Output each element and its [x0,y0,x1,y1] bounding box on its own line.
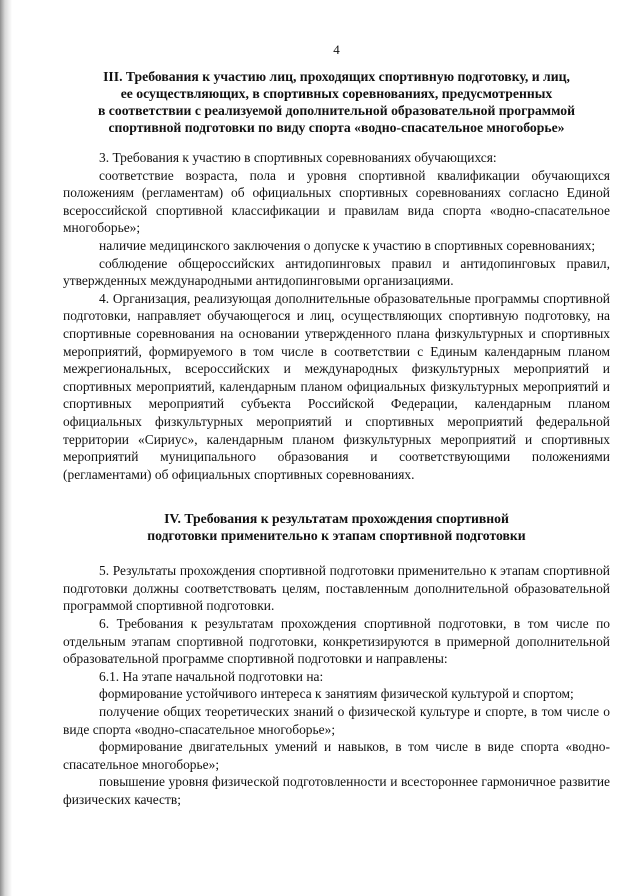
section-3-paragraph-4: 4. Организация, реализующая дополнительные образовательные программы спортивной подготовки, направляет обучающегося и лиц, осуществляющих спортивную подготовку, на спортивные соревнования на основании утвержденного плана физкультурных и спортивных мероприятий, формируемого в том числе в соответствии с Единым календарным планом межрегиональных, всероссийских и международных физкультурных мероприятий и спортивных мероприятий, календарным планом официальных физкультурных мероприятий и спортивных мероприятий субъекта Российской Федерации, календарным планом официальных физкультурных мероприятий и спортивных мероприятий федеральной территории «Сириус», календарным планом физкультурных мероприятий и спортивных мероприятий муниципального образования и соответствующими положениями (регламентами) об официальных спортивных соревнованиях. [63,290,610,482]
result-physical-readiness: повышение уровня физической подготовленности и всестороннее гармоничное развитие физических качеств; [63,774,610,807]
section-3-heading-line-2: ее осуществляющих, в спортивных соревнованиях, предусмотренных [120,86,553,101]
section-4-paragraph-5: 5. Результаты прохождения спортивной подготовки применительно к этапам спортивной подготовки должны соответствовать целям, поставленным дополнительной образовательной программой спортивной подготовки. [63,563,610,614]
section-3-paragraph-3: 3. Требования к участию в спортивных соревнованиях обучающихся: [99,150,497,165]
section-4-heading-line-2: подготовки применительно к этапам спортивной подготовки [147,528,526,544]
section-3-heading [63,68,610,136]
result-interest-formation: формирование устойчивого интереса к занятиям физической культурой и спортом; [99,686,574,702]
section-3-body [63,149,610,483]
section-3-heading-line-3: в соответствии с реализуемой дополнительной образовательной программой [97,103,575,118]
section-4-body [63,562,610,808]
result-motor-skills: формирование двигательных умений и навыков, в том числе в виде спорта «водно-спасательное многоборье»; [63,739,610,772]
section-3-heading-line-4: спортивной подготовки по виду спорта «водно-спасательное многоборье» [108,120,565,135]
section-3-heading-line-1: III. Требования к участию лиц, проходящих спортивную подготовку, и лиц, [103,69,570,84]
section-4-paragraph-6-1: 6.1. На этапе начальной подготовки на: [99,668,324,684]
requirement-medical-certificate: наличие медицинского заключения о допуске к участию в спортивных соревнованиях; [99,237,596,253]
section-4-paragraph-6: 6. Требования к результатам прохождения спортивной подготовки, в том числе по отдельным этапам спортивной подготовки, конкретизируются в примерной дополнительной образовательной программе спортивной подготовки и направлены: [63,616,610,667]
scan-edge [0,0,12,896]
section-4-heading [63,510,610,544]
section-4-heading-line-1: IV. Требования к результатам прохождения спортивной [164,511,509,527]
page-number: 4 [333,42,340,57]
result-theoretical-knowledge: получение общих теоретических знаний о физической культуре и спорте, в том числе о виде спорта «водно-спасательное многоборье»; [63,704,610,737]
requirement-anti-doping: соблюдение общероссийских антидопинговых правил и антидопинговых правил, утвержденных международными антидопинговыми организациями. [63,255,610,289]
document-content [63,42,610,809]
requirement-age-qualification: соответствие возраста, пола и уровня спортивной квалификации обучающихся положениям (регламентам) об официальных спортивных соревнованиях согласно Единой всероссийской спортивной классификации и правилам вида спорта «водно-спасательное многоборье»; [63,167,610,236]
